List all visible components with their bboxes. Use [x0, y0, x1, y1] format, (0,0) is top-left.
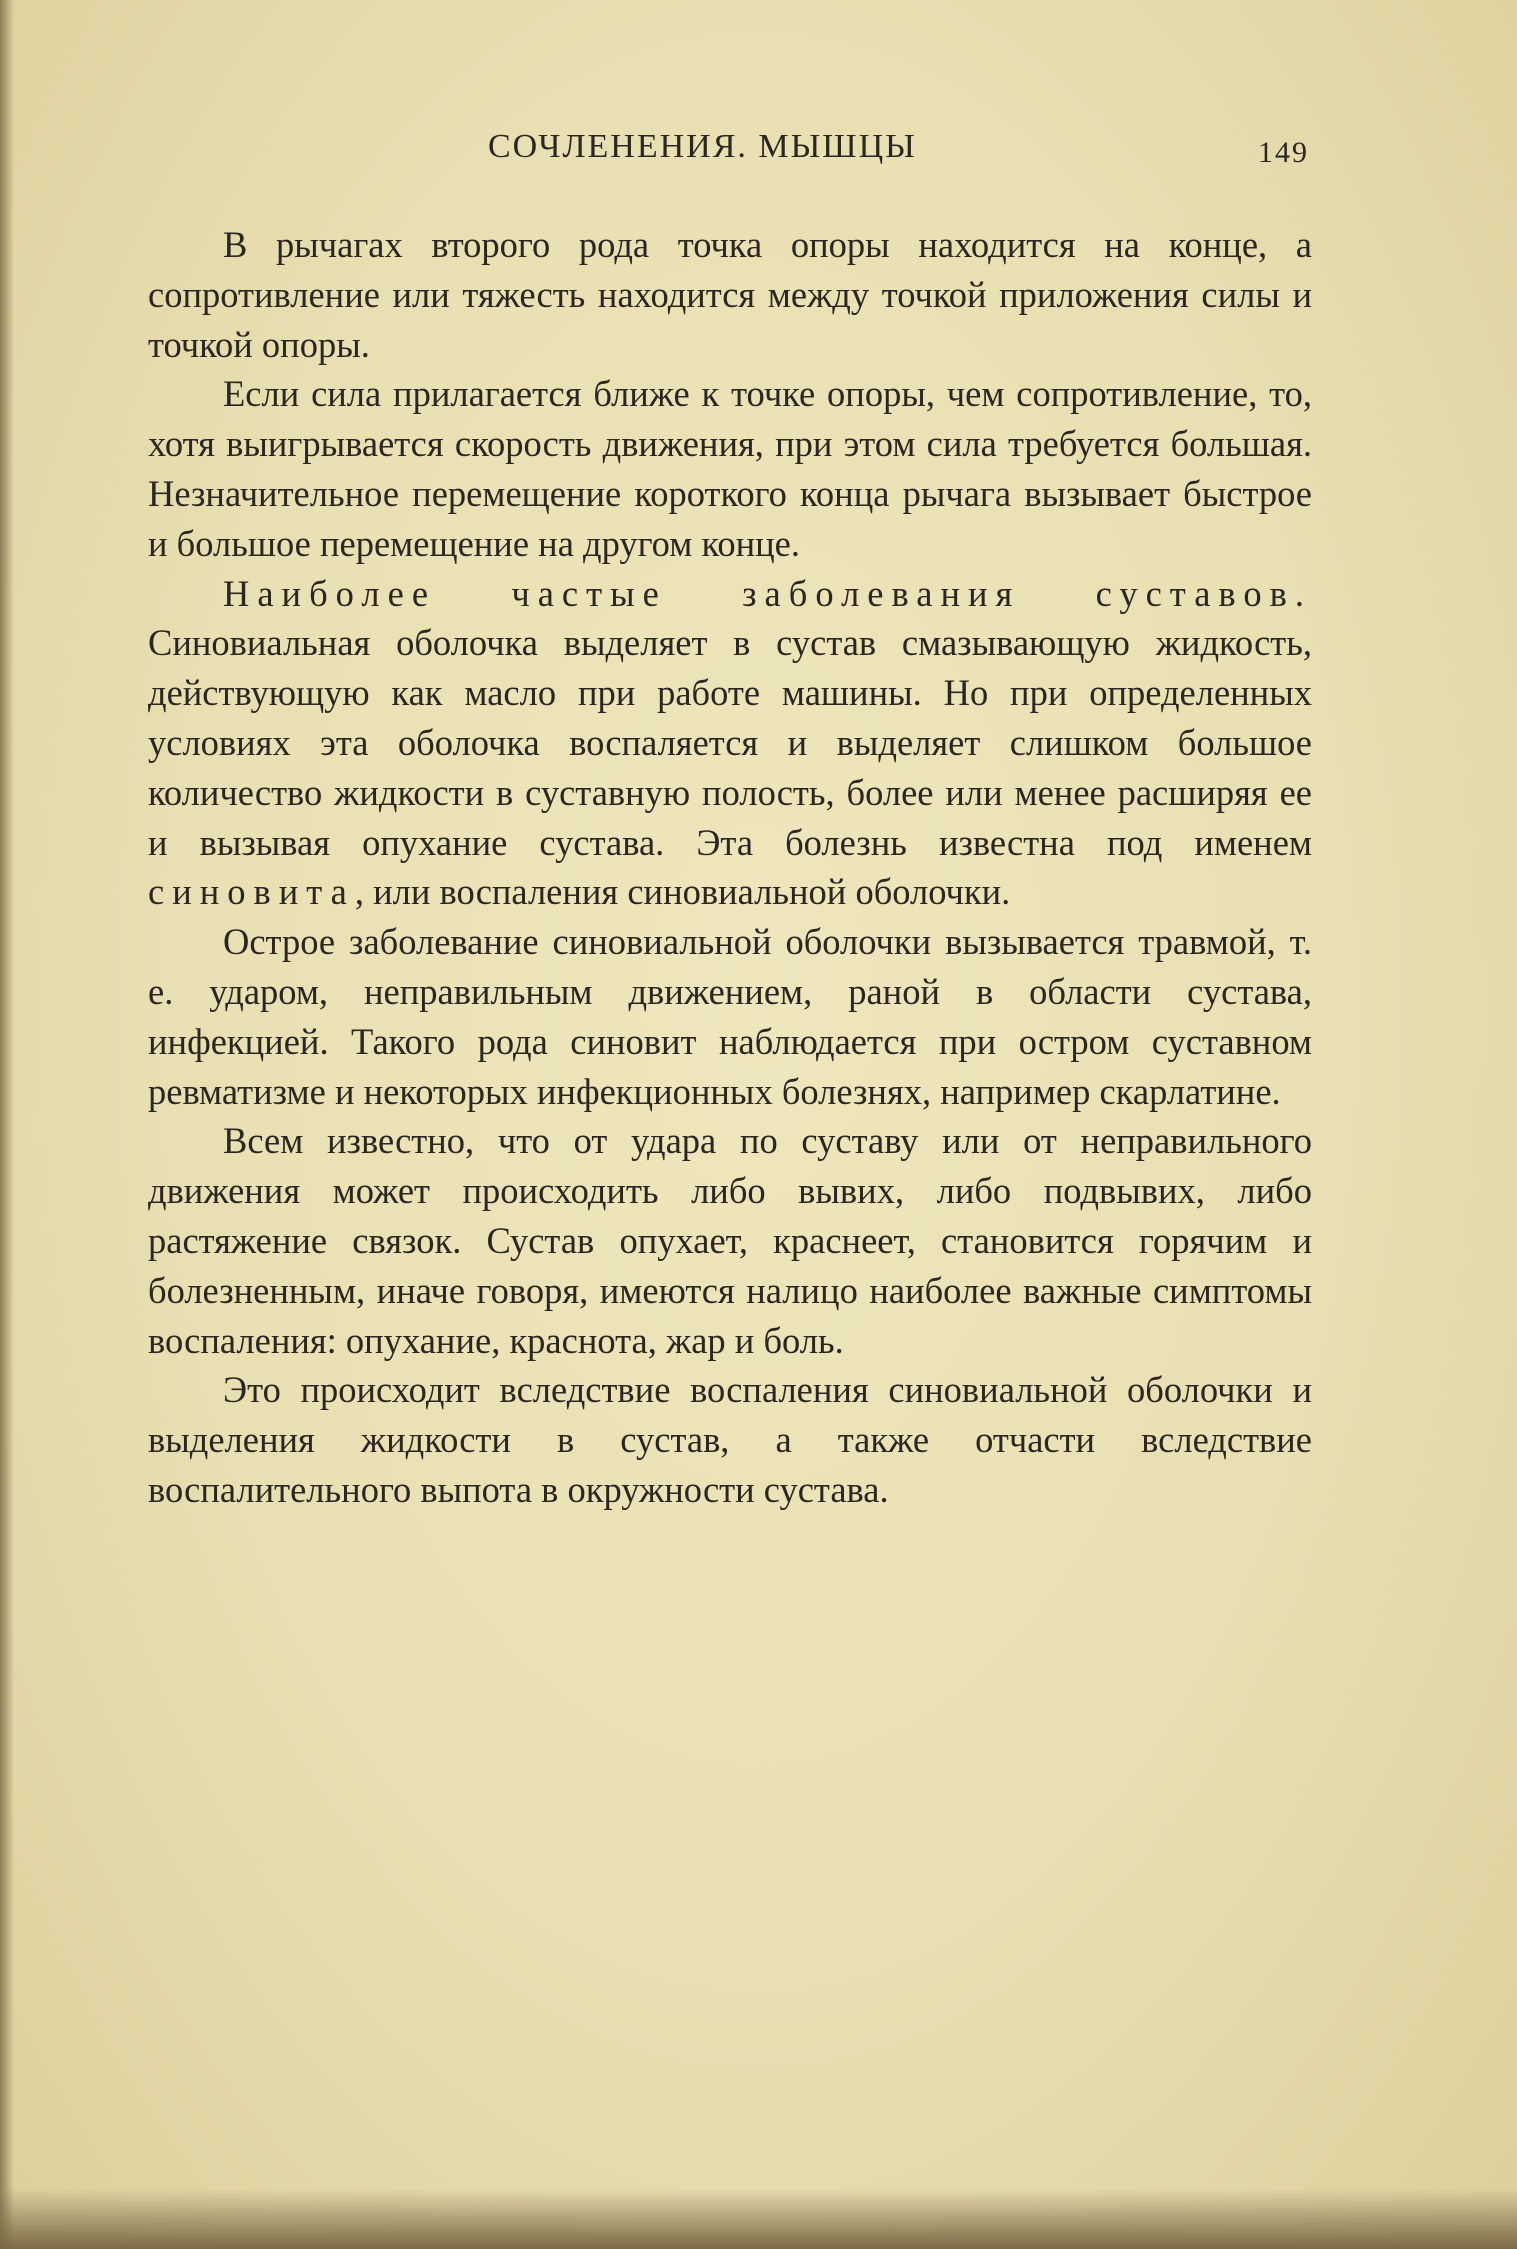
paragraph-text: Синовиальная оболочка выделяет в сустав смазывающую жидкость, действующую как масло при работе машины. Но при определенных условиях эта оболочка воспаляется и выделяет слишком большое количество жидкости в суставную полость, более или менее расширяя ее и вызывая опухание сустава. Эта болезнь известна под именем — [148, 622, 1312, 863]
paragraph-cause: Это происходит вследствие воспаления синовиальной оболочки и выделения жидкости в сустав, а также отчасти вследствие воспалительного выпота в окружности сустава. — [148, 1369, 1312, 1510]
term-synovitis: синовита — [148, 871, 355, 913]
page-bottom-shadow — [0, 2189, 1517, 2249]
page-header — [0, 128, 1517, 178]
page-edge-shadow — [0, 0, 14, 2249]
paragraph-force-near-fulcrum: Если сила прилагается ближе к точке опоры, чем сопротивление, то, хотя выигрывается скорость движения, при этом сила требуется большая. Незначительное перемещение короткого конца рычага вызывает быстрое и большое перемещение на другом конце. — [148, 373, 1312, 564]
paragraph-levers-second-kind: В рычагах второго рода точка опоры находится на конце, а сопротивление или тяжесть находится между точкой приложения силы и точкой опоры. — [148, 224, 1312, 365]
paragraph-acute-synovitis: Острое заболевание синовиальной оболочки вызывается травмой, т. е. ударом, неправильным движением, раной в области сустава, инфекцией. Такого рода синовит наблюдается при остром суставном ревматизме и некоторых инфекционных болезнях, например скарлатине. — [148, 921, 1312, 1112]
page-number: 149 — [1258, 136, 1309, 169]
running-title: СОЧЛЕНЕНИЯ. МЫШЦЫ — [488, 128, 917, 165]
section-heading-joint-diseases: Наиболее частые заболевания суставов. — [223, 572, 1312, 614]
paragraph-injury-symptoms: Всем известно, что от удара по суставу или от неправильного движения может происходить либо вывих, либо подвывих, либо растяжение связок. Сустав опухает, краснеет, становится горячим и болезненным, иначе говоря, имеются налицо наиболее важные симптомы воспаления: опухание, краснота, жар и боль. — [148, 1120, 1312, 1361]
paragraph-joint-diseases — [148, 569, 1312, 918]
page-body — [148, 220, 1312, 1515]
paragraph-tail: , или воспаления синовиальной оболочки. — [354, 871, 1011, 913]
